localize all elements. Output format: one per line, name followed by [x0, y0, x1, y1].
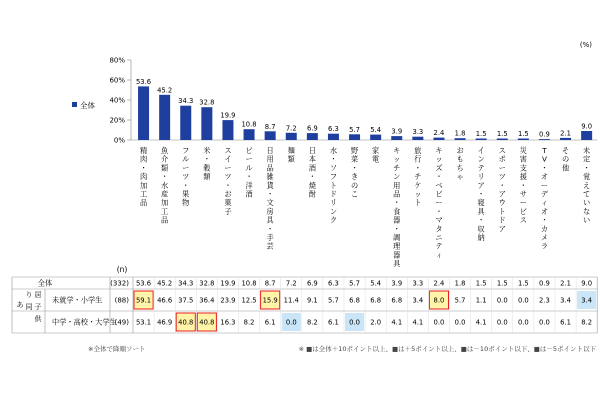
table-cell-value: 11.4 — [283, 296, 299, 305]
category-label: 魚介類・水産加工品 — [161, 146, 169, 225]
category-label: 水・ソフトドリンク — [329, 146, 338, 225]
bar — [180, 106, 191, 140]
row-n: (332) — [110, 279, 129, 288]
table-cell-value: 36.4 — [199, 296, 215, 305]
table-cell-value: 6.8 — [391, 296, 403, 305]
bar — [265, 131, 276, 140]
table-cell-value: 12.5 — [241, 296, 257, 305]
table-cell-value: 6.1 — [328, 318, 339, 327]
row-name: 中学・高校・大学生 — [52, 317, 117, 327]
category-label: キッチン用品・食器・調理器具 — [393, 146, 401, 269]
table-cell-value: 0.0 — [517, 318, 529, 327]
table-cell-value: 19.9 — [220, 279, 236, 288]
bar — [518, 139, 529, 141]
table-cell-value: 1.1 — [475, 296, 487, 305]
bar — [539, 139, 550, 140]
category-labels — [140, 146, 590, 268]
table-cell-value: 7.2 — [285, 279, 297, 288]
row-n: (49) — [114, 318, 129, 327]
bar-value-label: 1.5 — [475, 130, 487, 138]
category-label: インテリア・寝具・収納 — [477, 146, 485, 242]
table-cell-value: 0.0 — [496, 296, 508, 305]
legend-swatch — [72, 102, 77, 107]
footnote-right: ※ ■は全体＋10ポイント以上、■は＋5ポイント以上、■は－10ポイント以下、■は－5ポイント以下 — [298, 345, 596, 353]
bar — [391, 136, 402, 140]
table-cell-value: 3.4 — [560, 296, 571, 305]
n-label: (n) — [116, 265, 128, 274]
bar-value-label: 8.7 — [264, 122, 276, 131]
table-cell-value: 0.0 — [539, 318, 550, 327]
category-label: スポーツ・アウトドア — [498, 146, 506, 234]
category-label: 野菜・きのこ — [350, 146, 359, 199]
category-label: おもちゃ — [456, 146, 464, 182]
table-cell-value: 9.0 — [581, 279, 593, 288]
table-cell-value: 0.0 — [517, 296, 529, 305]
bar — [159, 95, 170, 140]
bar-value-label: 5.4 — [370, 126, 382, 135]
bar-value-label: 45.2 — [157, 86, 173, 95]
table-cell-value: 6.8 — [349, 296, 360, 305]
bar — [349, 134, 360, 140]
category-label: スイーツ・お菓子 — [224, 146, 232, 216]
bar — [412, 137, 423, 140]
bar-value-label: 34.3 — [178, 97, 194, 106]
table-cell-value: 46.9 — [157, 318, 173, 327]
table-cell-value: 0.0 — [349, 318, 360, 327]
data-table — [12, 277, 597, 333]
bar — [581, 131, 592, 140]
category-label: 米・穀類 — [203, 146, 211, 182]
table-cell-value: 3.9 — [391, 279, 403, 288]
table-cell-value: 0.0 — [496, 318, 508, 327]
table-cell-value: 0.0 — [433, 318, 445, 327]
table-cell-value: 46.6 — [157, 296, 173, 305]
bar — [328, 134, 339, 140]
bar-value-label: 19.9 — [220, 111, 236, 120]
bar — [370, 135, 381, 140]
bar — [433, 138, 444, 140]
bar — [455, 138, 466, 140]
bar — [476, 139, 487, 141]
bar — [138, 86, 149, 140]
category-label: T V ・オーディオ・カメラ — [540, 146, 549, 251]
bar-value-label: 1.5 — [517, 130, 529, 138]
table-cell-value: 32.8 — [199, 279, 215, 288]
table-cell-value: 4.1 — [391, 318, 403, 327]
table-cell-value: 2.0 — [370, 318, 382, 327]
table-cell-value: 3.4 — [581, 296, 593, 305]
legend-label: 全体 — [80, 101, 95, 110]
table-cell-value: 5.7 — [328, 296, 339, 305]
bar — [560, 138, 571, 140]
bar-value-label: 1.5 — [496, 130, 508, 138]
bar — [222, 120, 233, 140]
bar-value-label: 2.1 — [560, 129, 571, 138]
bar-value-label: 3.3 — [412, 128, 424, 137]
category-label: キッズ・ベビー・マタニティ — [435, 146, 443, 260]
bar-series — [136, 78, 592, 140]
y-tick-label: 40% — [109, 96, 125, 105]
bar-value-label: 9.0 — [581, 122, 593, 131]
bar — [201, 107, 212, 140]
table-cell-value: 8.2 — [581, 318, 593, 327]
table-cell-value: 1.5 — [517, 279, 529, 288]
table-cell-value: 59.1 — [135, 296, 152, 305]
table-cell-value: 16.3 — [220, 318, 236, 327]
bar-value-label: 32.8 — [199, 98, 215, 107]
table-cell-value: 1.5 — [475, 279, 487, 288]
table-cell-value: 3.3 — [412, 279, 424, 288]
table-cell-value: 37.5 — [178, 296, 194, 305]
table-cell-value: 5.4 — [370, 279, 382, 288]
table-cell-value: 2.1 — [560, 279, 571, 288]
category-label: 家電 — [372, 146, 380, 164]
table-cell-value: 5.7 — [349, 279, 360, 288]
row-group-label: あり同居子供 — [16, 291, 42, 323]
bar-value-label: 2.4 — [433, 129, 445, 138]
category-label: 日本酒・焼酎 — [308, 146, 316, 199]
category-label: 日用品雑貨・文房具・手芸 — [266, 146, 274, 251]
footnote-left: ※全体で降順ソート — [88, 345, 146, 353]
table-cell-value: 53.6 — [135, 279, 152, 288]
table-cell-value: 1.5 — [496, 279, 508, 288]
table-cell-value: 40.8 — [199, 318, 215, 327]
category-label: 精肉・肉加工品 — [139, 146, 148, 208]
bar — [286, 133, 297, 140]
category-label: 災害支援・サービス — [519, 146, 527, 225]
table-cell-value: 6.9 — [306, 279, 318, 288]
table-cell-value: 4.1 — [475, 318, 487, 327]
category-label: 麺類 — [287, 146, 295, 164]
bar-value-label: 6.3 — [328, 125, 339, 134]
table-cell-value: 15.9 — [262, 296, 278, 305]
table-cell-value: 4.1 — [412, 318, 424, 327]
table-cell-value: 0.9 — [539, 279, 550, 288]
table-cell-value: 23.9 — [220, 296, 236, 305]
table-cell-value: 53.1 — [135, 318, 152, 327]
y-tick-label: 0% — [113, 136, 125, 145]
table-cell-value: 6.8 — [370, 296, 382, 305]
bar — [497, 139, 508, 141]
table-cell-value: 3.4 — [412, 296, 424, 305]
table-cell-value: 2.3 — [539, 296, 550, 305]
table-cell-value: 1.8 — [454, 279, 466, 288]
bar-value-label: 0.9 — [539, 130, 550, 139]
bar-value-label: 53.6 — [135, 77, 152, 86]
table-cell-value: 5.7 — [454, 296, 466, 305]
table-cell-value: 34.3 — [178, 279, 194, 288]
table-cell-value: 45.2 — [157, 279, 173, 288]
row-name: 未就学・小学生 — [52, 295, 103, 305]
category-label: 旅行・チケット — [414, 146, 422, 208]
category-label: ビール・洋酒 — [245, 146, 253, 199]
table-cell-value: 0.0 — [285, 318, 297, 327]
bar-value-label: 3.9 — [391, 127, 403, 136]
table-cell-value: 8.2 — [243, 318, 255, 327]
bar-value-label: 10.8 — [241, 120, 257, 129]
table-cell-value: 2.4 — [433, 279, 445, 288]
bar-value-label: 7.2 — [285, 124, 297, 133]
bar — [244, 129, 255, 140]
table-cell-value: 8.7 — [264, 279, 276, 288]
bar-value-label: 6.9 — [306, 124, 318, 133]
bar-value-label: 1.8 — [454, 129, 466, 138]
table-cell-value: 8.2 — [306, 318, 318, 327]
table-cell-value: 40.8 — [178, 318, 194, 327]
category-label: 未定・覚えていない — [583, 146, 591, 225]
table-cell-value: 9.1 — [306, 296, 318, 305]
row-n: (88) — [114, 296, 129, 305]
table-cell-value: 6.3 — [328, 279, 339, 288]
table-cell-value: 8.0 — [433, 296, 445, 305]
table-cell-value: 6.1 — [560, 318, 571, 327]
table-cell-value: 10.8 — [241, 279, 257, 288]
y-tick-label: 20% — [109, 116, 125, 125]
category-label: フルーツ・果物 — [182, 146, 190, 208]
y-tick-label: 60% — [109, 76, 125, 85]
table-cell-value: 6.1 — [264, 318, 276, 327]
category-label: その他 — [561, 146, 570, 173]
bar-value-label: 5.7 — [349, 125, 360, 134]
row-name: 全体 — [37, 278, 53, 288]
y-tick-label: 80% — [109, 56, 125, 65]
bar — [307, 133, 318, 140]
table-cell-value: 0.0 — [454, 318, 466, 327]
unit-label: (%) — [579, 41, 592, 49]
